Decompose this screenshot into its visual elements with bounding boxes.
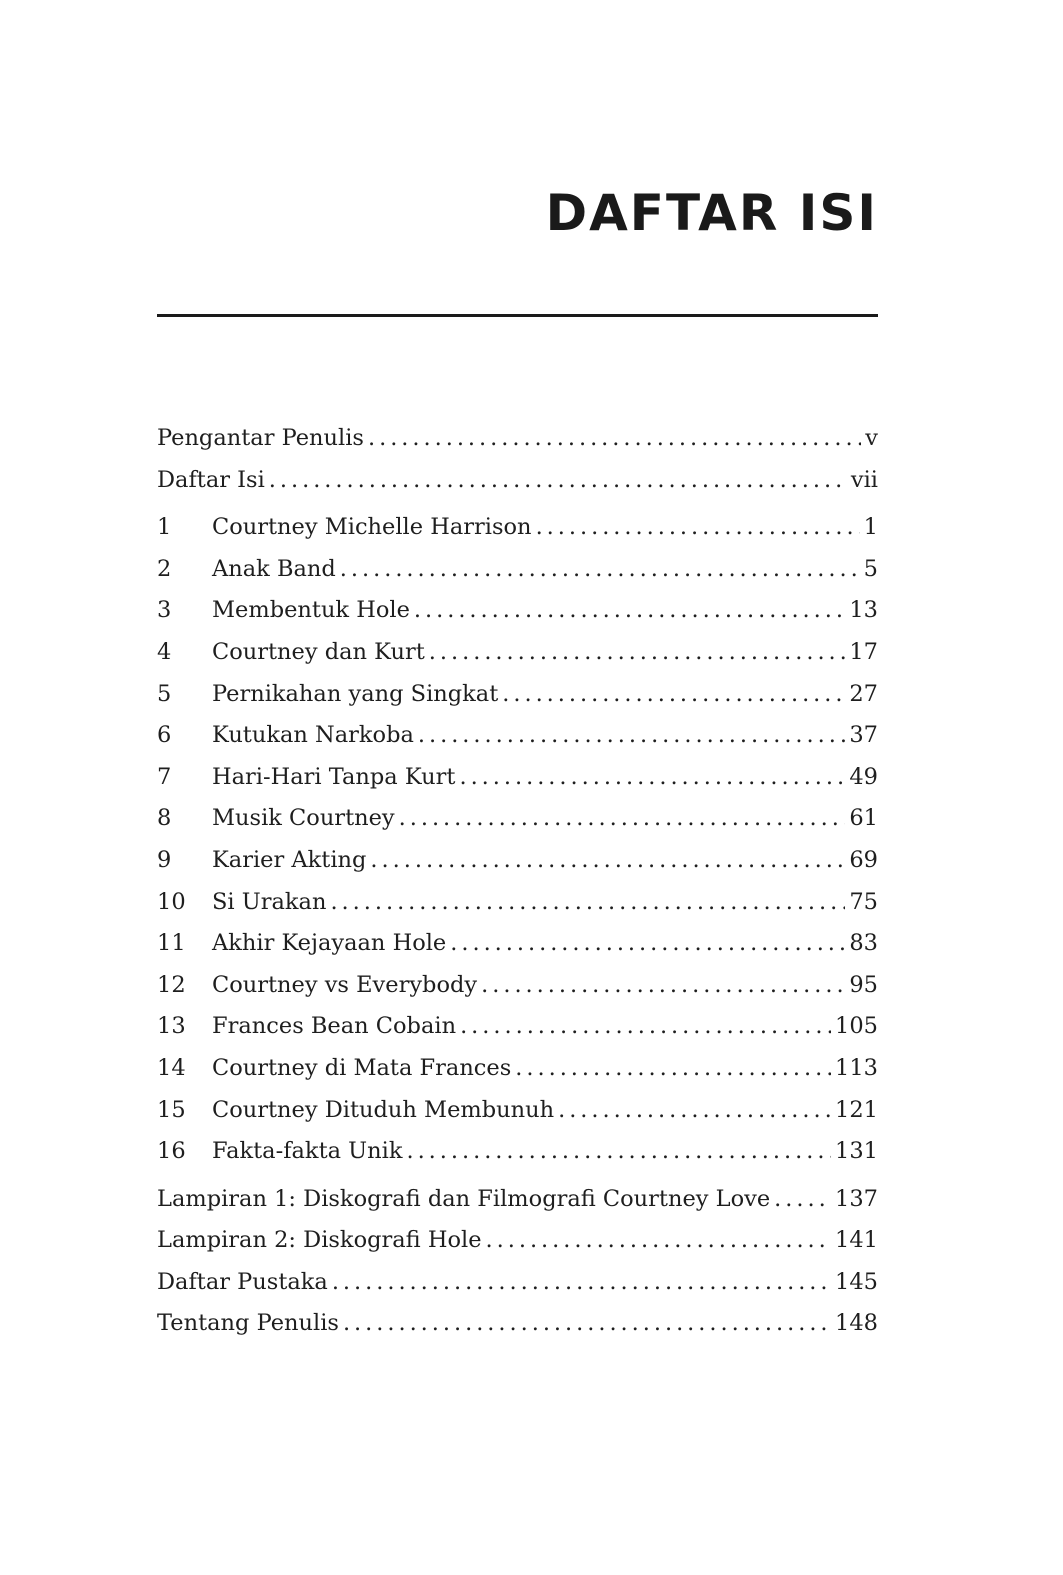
dot-leader <box>406 1131 831 1173</box>
toc-entry-page: 75 <box>849 888 878 915</box>
toc-entry[interactable] <box>157 1090 878 1132</box>
toc-entry-page: 27 <box>849 680 878 707</box>
toc-entry[interactable] <box>157 1179 878 1221</box>
dot-leader <box>418 715 845 757</box>
dot-leader <box>399 798 846 840</box>
toc-entry-number: 10 <box>157 888 186 915</box>
toc-entry-number: 4 <box>157 638 172 665</box>
toc-entry-title: Musik Courtney <box>212 805 395 832</box>
dot-leader <box>774 1179 831 1221</box>
toc-entry-title: Karier Akting <box>212 846 367 873</box>
toc-entry[interactable] <box>157 965 878 1007</box>
toc-entry-page: 145 <box>835 1268 878 1295</box>
toc-entry-title: Anak Band <box>212 555 336 582</box>
toc-entry-page: 37 <box>849 722 878 749</box>
toc-entry[interactable] <box>157 460 878 502</box>
toc-entry-page: 105 <box>835 1013 878 1040</box>
dot-leader <box>515 1048 831 1090</box>
toc-entry-title: Lampiran 1: Diskografi dan Filmografi Courtney Love <box>157 1185 771 1212</box>
toc-entry-title: Kutukan Narkoba <box>212 722 414 749</box>
toc-entry-number: 2 <box>157 555 172 582</box>
toc-entry[interactable] <box>157 1131 878 1173</box>
toc-entry-number: 7 <box>157 763 172 790</box>
toc-entry-title: Courtney dan Kurt <box>212 638 425 665</box>
toc-entry-page: v <box>865 425 878 451</box>
toc-entry-number: 8 <box>157 805 172 832</box>
toc-entry-title: Courtney Dituduh Membunuh <box>212 1096 555 1123</box>
dot-leader <box>429 632 846 674</box>
toc-entry-number: 5 <box>157 680 172 707</box>
toc-entry-title: Hari-Hari Tanpa Kurt <box>212 763 456 790</box>
toc-entry-page: 121 <box>835 1096 878 1123</box>
toc-entry-page: 83 <box>849 930 878 957</box>
title-divider <box>157 314 878 317</box>
toc-entry-title: Tentang Penulis <box>157 1310 339 1337</box>
dot-leader <box>368 418 861 460</box>
table-of-contents <box>157 418 878 1345</box>
toc-entry[interactable] <box>157 923 878 965</box>
toc-entry-page: 113 <box>835 1054 878 1081</box>
toc-entry[interactable] <box>157 882 878 924</box>
toc-entry[interactable] <box>157 1220 878 1262</box>
toc-entry-page: vii <box>850 466 878 493</box>
dot-leader <box>332 1262 831 1304</box>
toc-entry-page: 141 <box>835 1227 878 1254</box>
toc-entry-title: Lampiran 2: Diskografi Hole <box>157 1227 482 1254</box>
toc-entry-page: 5 <box>863 555 878 582</box>
toc-chapters <box>157 507 878 1173</box>
dot-leader <box>536 507 860 549</box>
toc-entry-number: 3 <box>157 597 172 624</box>
dot-leader <box>269 460 847 502</box>
toc-entry-number: 11 <box>157 930 186 957</box>
toc-entry-page: 49 <box>849 763 878 790</box>
toc-entry-number: 15 <box>157 1096 186 1123</box>
toc-entry-title: Courtney vs Everybody <box>212 971 478 998</box>
dot-leader <box>330 882 845 924</box>
toc-entry-number: 14 <box>157 1054 186 1081</box>
dot-leader <box>481 965 845 1007</box>
dot-leader <box>340 549 860 591</box>
toc-entry-title: Akhir Kejayaan Hole <box>212 930 447 957</box>
toc-entry[interactable] <box>157 1006 878 1048</box>
toc-entry-number: 1 <box>157 514 172 541</box>
toc-entry-title: Courtney Michelle Harrison <box>212 514 532 541</box>
toc-entry[interactable] <box>157 757 878 799</box>
toc-entry[interactable] <box>157 798 878 840</box>
toc-entry-number: 6 <box>157 722 172 749</box>
toc-entry-title: Membentuk Hole <box>212 597 410 624</box>
dot-leader <box>459 757 845 799</box>
toc-entry-page: 61 <box>849 805 878 832</box>
dot-leader <box>502 674 845 716</box>
toc-entry-title: Daftar Pustaka <box>157 1268 328 1295</box>
toc-entry-title: Daftar Isi <box>157 466 265 493</box>
dot-leader <box>450 923 845 965</box>
toc-entry[interactable] <box>157 1262 878 1304</box>
toc-entry-title: Fakta-fakta Unik <box>212 1138 403 1165</box>
dot-leader <box>486 1220 832 1262</box>
toc-entry-number: 9 <box>157 846 172 873</box>
dot-leader <box>460 1006 831 1048</box>
toc-entry-page: 148 <box>835 1310 878 1337</box>
toc-entry-title: Pengantar Penulis <box>157 425 364 451</box>
toc-front-matter <box>157 418 878 501</box>
dot-leader <box>558 1090 831 1132</box>
toc-entry[interactable] <box>157 418 878 460</box>
toc-entry-page: 17 <box>849 638 878 665</box>
toc-entry-title: Si Urakan <box>212 888 327 915</box>
toc-back-matter <box>157 1179 878 1345</box>
toc-entry[interactable] <box>157 549 878 591</box>
dot-leader <box>343 1303 831 1345</box>
toc-entry[interactable] <box>157 1048 878 1090</box>
toc-entry-number: 16 <box>157 1138 186 1165</box>
toc-entry[interactable] <box>157 715 878 757</box>
toc-entry[interactable] <box>157 674 878 716</box>
toc-entry-page: 131 <box>835 1138 878 1165</box>
toc-entry-number: 13 <box>157 1013 186 1040</box>
dot-leader <box>370 840 845 882</box>
toc-entry-title: Pernikahan yang Singkat <box>212 680 499 707</box>
toc-entry-number: 12 <box>157 971 186 998</box>
toc-entry-title: Courtney di Mata Frances <box>212 1054 512 1081</box>
page-title: DAFTAR ISI <box>545 184 878 242</box>
toc-entry-page: 137 <box>835 1185 878 1212</box>
toc-entry-page: 13 <box>849 597 878 624</box>
toc-entry-page: 69 <box>849 846 878 873</box>
toc-entry[interactable] <box>157 632 878 674</box>
toc-entry-page: 95 <box>849 971 878 998</box>
dot-leader <box>414 590 845 632</box>
toc-entry[interactable] <box>157 507 878 549</box>
toc-entry[interactable] <box>157 1303 878 1345</box>
toc-entry-page: 1 <box>863 514 878 541</box>
toc-entry[interactable] <box>157 590 878 632</box>
toc-entry-title: Frances Bean Cobain <box>212 1013 457 1040</box>
toc-entry[interactable] <box>157 840 878 882</box>
